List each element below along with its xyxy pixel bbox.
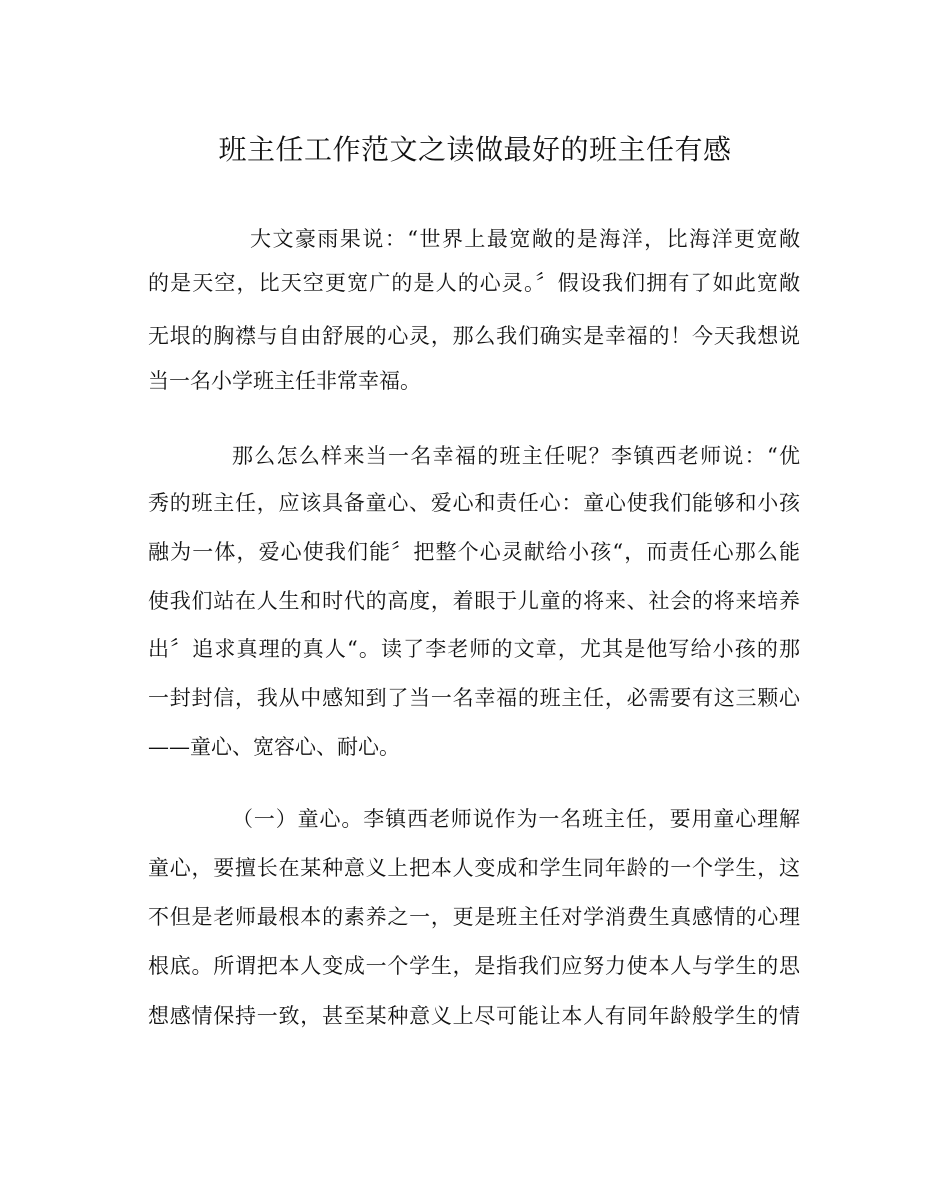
paragraph-line: 秀的班主任，应该具备童心、爱心和责任心：童心使我们能够和小孩: [148, 491, 800, 515]
paragraph-line: ——童心、宽容心、耐心。: [148, 735, 400, 759]
paragraph-line: 根底。所谓把本人变成一个学生，是指我们应努力使本人与学生的思: [148, 954, 800, 978]
paragraph-line: 使我们站在人生和时代的高度，着眼于儿童的将来、社会的将来培养: [148, 589, 800, 613]
paragraph-line: 融为一体，爱心使我们能〞把整个心灵献给小孩“，而责任心那么能: [148, 540, 800, 564]
paragraph-line: 的是天空，比天空更宽广的是人的心灵。〞假设我们拥有了如此宽敞: [148, 271, 800, 295]
paragraph-line: 想感情保持一致，甚至某种意义上尽可能让本人有同年龄般学生的情: [148, 1004, 800, 1028]
paragraph-line: 不但是老师最根本的素养之一，更是班主任对学消费生真感情的心理: [148, 905, 800, 929]
document-title: 班主任工作范文之读做最好的班主任有感: [218, 133, 732, 166]
paragraph-line: （一）童心。李镇西老师说作为一名班主任，要用童心理解: [232, 807, 800, 831]
paragraph-line: 那么怎么样来当一名幸福的班主任呢？李镇西老师说：“优: [232, 444, 800, 468]
paragraph-line: 当一名小学班主任非常幸福。: [148, 369, 421, 393]
paragraph-line: 童心，要擅长在某种意义上把本人变成和学生同年龄的一个学生，这: [148, 856, 800, 880]
paragraph-line: 大文豪雨果说：“世界上最宽敞的是海洋，比海洋更宽敞: [250, 227, 800, 251]
paragraph-line: 无垠的胸襟与自由舒展的心灵，那么我们确实是幸福的！今天我想说: [148, 324, 800, 348]
paragraph-line: 一封封信，我从中感知到了当一名幸福的班主任，必需要有这三颗心: [148, 686, 800, 710]
paragraph-line: 出〞追求真理的真人“。读了李老师的文章，尤其是他写给小孩的那: [148, 637, 800, 661]
